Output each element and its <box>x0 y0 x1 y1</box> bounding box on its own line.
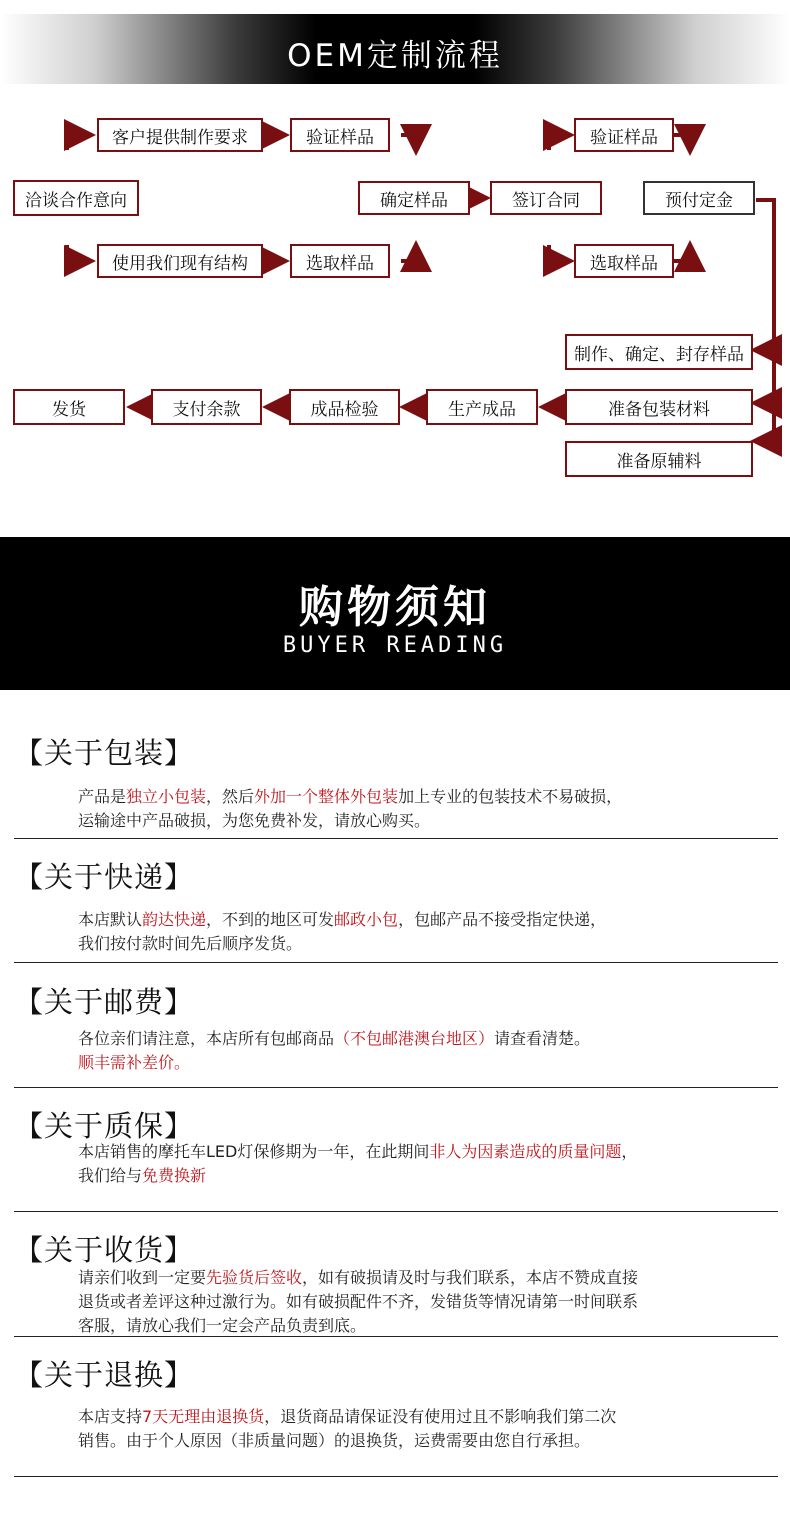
packaging-line-2: 运输途中产品破损，为您免费补发，请放心购买。 <box>78 811 431 830</box>
arrow-verify2-deposit <box>674 135 690 148</box>
box-select-sample-1: 选取样品 <box>290 244 390 278</box>
section-receipt-title: 【关于收货】 <box>14 1233 195 1267</box>
express-line-1: 本店默认韵达快递，不到的地区可发邮政小包，包邮产品不接受指定快递， <box>78 910 607 929</box>
arrow-up-turn-2 <box>549 135 567 150</box>
box-customer-provide: 客户提供制作要求 <box>97 118 263 152</box>
section-return-body <box>78 1405 778 1453</box>
section-express-title: 【关于快递】 <box>14 860 195 894</box>
warranty-line-1: 本店销售的摩托车LED灯保修期为一年，在此期间非人为因素造成的质量问题， <box>78 1142 638 1161</box>
warranty-line-2: 我们给与免费换新 <box>78 1166 207 1185</box>
divider-6 <box>14 1476 778 1477</box>
section-warranty-body <box>78 1140 778 1188</box>
postage-line-2: 顺丰需补差价。 <box>78 1053 191 1072</box>
divider-5 <box>14 1336 778 1337</box>
box-negotiate: 洽谈合作意向 <box>13 180 139 216</box>
section-packaging-title: 【关于包装】 <box>14 736 195 770</box>
return-line-2: 销售。由于个人原因（非质量问题）的退换货，运费需要由您自行承担。 <box>78 1431 591 1450</box>
receipt-line-1: 请亲们收到一定要先验货后签收，如有破损请及时与我们联系，本店不赞成直接 <box>78 1268 639 1287</box>
box-use-existing: 使用我们现有结构 <box>97 244 263 278</box>
arrow-select-confirm <box>401 248 416 261</box>
buyer-title: 购物须知 <box>299 582 491 633</box>
buyer-subtitle: BUYER READING <box>282 633 508 658</box>
return-line-1: 本店支持7天无理由退换货，退货商品请保证没有使用过且不影响我们第二次 <box>78 1407 617 1426</box>
divider-1 <box>14 838 778 839</box>
box-verify-sample-2: 验证样品 <box>574 118 674 152</box>
box-sign-contract: 签订合同 <box>490 181 602 215</box>
box-deposit: 预付定金 <box>643 181 755 215</box>
divider-4 <box>14 1211 778 1212</box>
box-pay-balance: 支付余款 <box>151 389 262 425</box>
section-postage-title: 【关于邮费】 <box>14 985 195 1019</box>
section-return-title: 【关于退换】 <box>14 1358 195 1392</box>
box-inspect: 成品检验 <box>289 389 400 425</box>
box-ship: 发货 <box>13 389 125 425</box>
section-packaging-body <box>78 785 778 833</box>
section-warranty-title: 【关于质保】 <box>14 1109 195 1143</box>
section-express-body <box>78 908 778 956</box>
box-select-sample-2: 选取样品 <box>574 244 674 278</box>
section-receipt-body <box>78 1266 778 1338</box>
box-prepare-raw: 准备原辅料 <box>565 441 753 477</box>
box-produce: 生产成品 <box>426 389 538 425</box>
box-make-confirm-seal: 制作、确定、封存样品 <box>565 334 753 370</box>
box-verify-sample-1: 验证样品 <box>290 118 390 152</box>
arrow-select2-deposit <box>674 248 690 261</box>
express-line-2: 我们按付款时间先后顺序发货。 <box>78 934 303 953</box>
arrow-up-turn-1 <box>67 135 88 150</box>
arrow-down-turn-2 <box>549 245 567 261</box>
arrow-verify-confirm <box>401 135 416 148</box>
section-postage-body <box>78 1027 778 1075</box>
receipt-line-3: 客服，请放心我们一定会产品负责到底。 <box>78 1316 367 1335</box>
oem-title: OEM定制流程 <box>287 38 503 74</box>
receipt-line-2: 退货或者差评这种过激行为。如有破损配件不齐，发错货等情况请第一时间联系 <box>78 1292 639 1311</box>
buyer-reading-banner <box>0 537 790 690</box>
packaging-line-1: 产品是独立小包装，然后外加一个整体外包装加上专业的包装技术不易破损， <box>78 787 623 806</box>
box-confirm-sample: 确定样品 <box>358 181 470 215</box>
divider-2 <box>14 962 778 963</box>
postage-line-1: 各位亲们请注意，本店所有包邮商品（不包邮港澳台地区）请查看清楚。 <box>78 1029 591 1048</box>
arrow-down-turn-1 <box>67 245 88 261</box>
box-prepare-packaging: 准备包装材料 <box>565 389 753 425</box>
divider-3 <box>14 1087 778 1088</box>
